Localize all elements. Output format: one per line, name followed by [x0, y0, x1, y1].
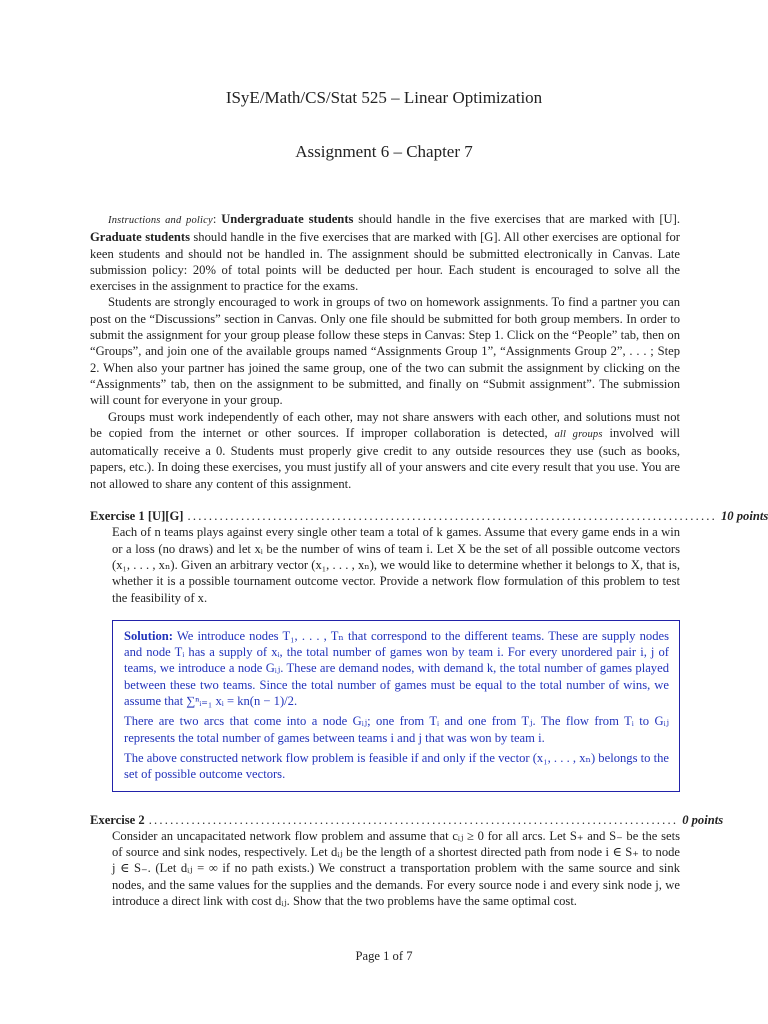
page-number: Page 1 of 7 [355, 949, 413, 963]
exercise-2-label: Exercise 2 [90, 812, 145, 827]
exercise-1-text: Each of n teams plays against every single other team a total of k games. Assume that every game ends in a win or a loss (no draws) and let xᵢ be the number of wins of team i. Let X be the set of all possible outcome vectors (x₁, . . . , xₙ). Given an arbitrary vector (x₁, . . . , xₙ), we would like to determine whether it belongs to X, that is, whether it is a possible tournament outcome vector. Provide a network flow formulation of this problem to test the feasibility of x. [112, 525, 680, 605]
text: involved will automatically receive a 0. Students must properly give credit to any outside resources they use (such as books, papers, etc.). In doing these exercises, you must justify all of your answers and cite every result that you use. You are not allowed to share any content of this assignment. [90, 425, 680, 491]
leader-dots: ................................................................................................... [148, 812, 679, 827]
text: should handle in the five exercises that are marked with [G]. All other exercises are optional for keen students and should not be handled in. The assignment should be submitted electronically in Canvas. Late submission policy: 20% of total points will be deducted per hour. Each student is encouraged to solve all the exercises in the assignment to practice for the exams. [90, 230, 680, 294]
document-body [90, 211, 768, 909]
undergrad-bold: Undergraduate students [221, 212, 354, 226]
instructions-label: Instructions and policy [108, 215, 213, 226]
solution-label: Solution: [124, 628, 173, 643]
instructions-paragraph-1 [90, 211, 680, 294]
solution-paragraph-3: The above constructed network flow problem is feasible if and only if the vector (x₁, . . . , xₙ) belongs to the set of possible outcome vectors. [124, 750, 669, 782]
solution-paragraph-1 [124, 628, 669, 709]
solution-paragraph-2: There are two arcs that come into a node Gᵢⱼ; one from Tᵢ and one from Tⱼ. The flow from Tᵢ to Gᵢⱼ represents the total number of games between teams i and j that was won by team i. [124, 714, 669, 745]
all-groups-italic: all groups [554, 428, 603, 440]
text: : [212, 212, 222, 226]
exercise-2-heading [90, 812, 724, 828]
exercise-1-points: 10 points [721, 509, 768, 524]
solution-box [112, 620, 680, 792]
exercise-2-text: Consider an uncapacitated network flow problem and assume that cᵢⱼ ≥ 0 for all arcs. Let S₊ and S₋ be the sets of source and sink nodes, respectively. Let dᵢⱼ be the length of a shortest directed path from node i ∈ S₊ to node j ∈ S₋. (Let dᵢⱼ = ∞ if no path exists.) We construct a transportation problem with the same source and sink nodes, and the same values for the supplies and the demands. For every source node i and every sink node j, we introduce a direct link with cost dᵢⱼ. Show that the two problems have the same optimal cost. [112, 828, 680, 908]
exercise-1-label: Exercise 1 [U][G] [90, 509, 184, 524]
grad-bold: Graduate students [90, 230, 190, 245]
exercise-1-heading [90, 508, 768, 524]
text: should handle in the five exercises that are marked with [U]. [353, 212, 680, 226]
instructions-paragraph-2: Students are strongly encouraged to work in groups of two on homework assignments. To find a partner you can post on the “Discussions” section in Canvas. Only one file should be submitted for both group members. In order to submit the assignment for your group please follow these steps in Canvas: Step 1. Click on the “People” tab, then on “Groups”, and join one of the available groups named “Assignments Group 1”, “Assignments Group 2”, . . . ; Step 2. When also your partner has joined the same group, one of the two can submit the assignment by clicking on the “Assignments” tab, then on the assignment to be submitted, and finally on “Submit assignment”. The submission will count for everyone in your group. [90, 295, 680, 408]
instructions-paragraph-3 [90, 409, 680, 492]
exercise-2-points: 0 points [682, 812, 724, 827]
leader-dots: ................................................................................................... [187, 509, 717, 524]
text: We introduce nodes T₁, . . . , Tₙ that correspond to the different teams. These are supply nodes and node Tᵢ has a supply of xᵢ, the total number of games won by team i. For every unordered pair i, j of teams, we introduce a node Gᵢⱼ. These are demand nodes, with demand k, the total number of games played between these two teams. Since the total number of games must be equal to the total number of wins, we assume that ∑ⁿᵢ₌₁ xᵢ = kn(n − 1)/2. [124, 628, 669, 709]
assignment-title: Assignment 6 – Chapter 7 [295, 142, 473, 161]
text: Groups must work independently of each other, may not share answers with each other, and solutions must not be copied from the internet or other sources. If improper collaboration is detected, [90, 409, 680, 440]
course-title: ISyE/Math/CS/Stat 525 – Linear Optimization [225, 88, 543, 107]
